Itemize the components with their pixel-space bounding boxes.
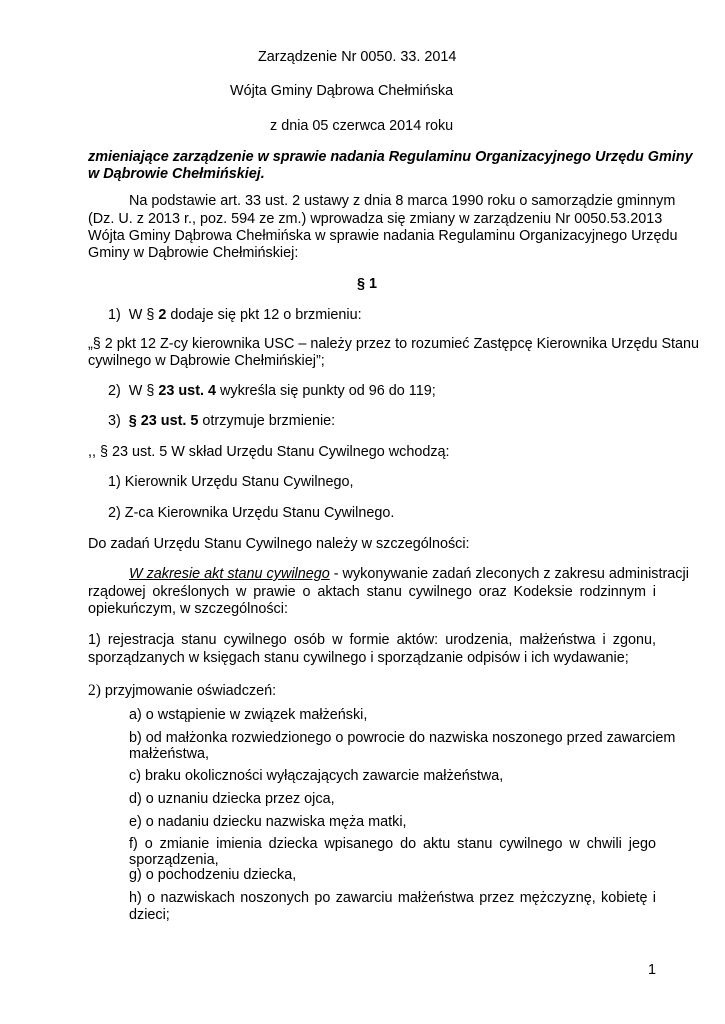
registration-line-1: 1) rejestracja stanu cywilnego osób w formie aktów: urodzenia, małżeństwa i zgonu, bbox=[88, 632, 656, 648]
declaration-b-line-2: małżeństwa, bbox=[129, 746, 209, 762]
item-2 bbox=[108, 383, 436, 400]
declarations-heading bbox=[88, 682, 276, 700]
civil-line-1 bbox=[129, 566, 689, 583]
intro-line-2: (Dz. U. z 2013 r., poz. 594 ze zm.) wprowadza się zmiany w zarządzeniu Nr 0050.53.2013 bbox=[88, 211, 663, 227]
document-number: Zarządzenie Nr 0050. 33. 2014 bbox=[258, 49, 457, 65]
quote-1-line-2: cywilnego w Dąbrowie Chełmińskiej”; bbox=[88, 353, 325, 369]
civil-line-2: rządowej określonych w prawie o aktach stanu cywilnego oraz Kodeksie rodzinnym i bbox=[88, 584, 656, 600]
intro-line-3: Wójta Gminy Dąbrowa Chełmińska w sprawie nadania Regulaminu Organizacyjnego Urzędu bbox=[88, 228, 678, 244]
item-2-bold: 23 ust. 4 bbox=[158, 383, 216, 399]
item-1 bbox=[108, 307, 362, 324]
declaration-h-line-1: h) o nazwiskach noszonych po zawarciu małżeństwa przez mężczyznę, kobietę i bbox=[129, 890, 656, 906]
item-3-bold: § 23 ust. 5 bbox=[128, 413, 199, 429]
civil-underlined: W zakresie akt stanu cywilnego bbox=[129, 566, 330, 582]
item-1-pre: W § bbox=[128, 307, 155, 323]
declaration-f-line-1: f) o zmianie imienia dziecka wpisanego do aktu stanu cywilnego w chwili jego bbox=[129, 836, 656, 852]
registration-line-2: sporządzanych w księgach stanu cywilnego i sporządzanie odpisów i ich wydawanie; bbox=[88, 650, 629, 666]
declaration-e: e) o nadaniu dziecku nazwiska męża matki, bbox=[129, 814, 407, 830]
document-date: z dnia 05 czerwca 2014 roku bbox=[270, 118, 454, 134]
item-1-post: dodaje się pkt 12 o brzmieniu: bbox=[170, 307, 362, 323]
item-2-number: 2) bbox=[108, 383, 121, 399]
declarations-number: 2) bbox=[88, 682, 101, 699]
declaration-h-line-2: dzieci; bbox=[129, 907, 170, 923]
declaration-f-line-2: sporządzenia, bbox=[129, 852, 219, 868]
civil-line-1-rest: - wykonywanie zadań zleconych z zakresu administracji bbox=[329, 566, 689, 582]
quote-1-line-1: „§ 2 pkt 12 Z-cy kierownika USC – należy przez to rozumieć Zastępcę Kierownika Urzędu Stanu bbox=[88, 336, 700, 352]
declaration-g: g) o pochodzeniu dziecka, bbox=[129, 867, 297, 883]
item-1-number: 1) bbox=[108, 307, 121, 323]
civil-line-3: opiekuńczym, w szczególności: bbox=[88, 601, 288, 617]
item-3-post: otrzymuje brzmienie: bbox=[202, 413, 336, 429]
subject-line-2: w Dąbrowie Chełmińskiej. bbox=[88, 166, 265, 182]
member-2: 2) Z-ca Kierownika Urzędu Stanu Cywilnego. bbox=[108, 505, 395, 521]
subject-line-1: zmieniające zarządzenie w sprawie nadania Regulaminu Organizacyjnego Urzędu Gminy bbox=[88, 149, 693, 165]
item-1-bold: 2 bbox=[158, 307, 167, 323]
declaration-a: a) o wstąpienie w związek małżeński, bbox=[129, 707, 368, 723]
item-3-number: 3) bbox=[108, 413, 121, 429]
quote-2: ,, § 23 ust. 5 W skład Urzędu Stanu Cywilnego wchodzą: bbox=[88, 444, 450, 460]
item-2-pre: W § bbox=[128, 383, 155, 399]
member-1: 1) Kierownik Urzędu Stanu Cywilnego, bbox=[108, 474, 354, 490]
declaration-b-line-1: b) od małżonka rozwiedzionego o powrocie do nazwiska noszonego przed zawarciem bbox=[129, 730, 676, 746]
declarations-text: przyjmowanie oświadczeń: bbox=[104, 683, 277, 699]
section-heading: § 1 bbox=[357, 276, 378, 292]
issuer: Wójta Gminy Dąbrowa Chełmińska bbox=[230, 83, 454, 99]
item-2-post: wykreśla się punkty od 96 do 119; bbox=[219, 383, 436, 399]
item-3 bbox=[108, 413, 335, 430]
declaration-c: c) braku okoliczności wyłączających zawarcie małżeństwa, bbox=[129, 768, 504, 784]
intro-line-1: Na podstawie art. 33 ust. 2 ustawy z dnia 8 marca 1990 roku o samorządzie gminnym bbox=[129, 193, 676, 209]
declaration-d: d) o uznaniu dziecka przez ojca, bbox=[129, 791, 335, 807]
intro-line-4: Gminy w Dąbrowie Chełmińskiej: bbox=[88, 245, 299, 261]
duties-intro: Do zadań Urzędu Stanu Cywilnego należy w szczególności: bbox=[88, 536, 470, 552]
page-number: 1 bbox=[648, 962, 657, 978]
